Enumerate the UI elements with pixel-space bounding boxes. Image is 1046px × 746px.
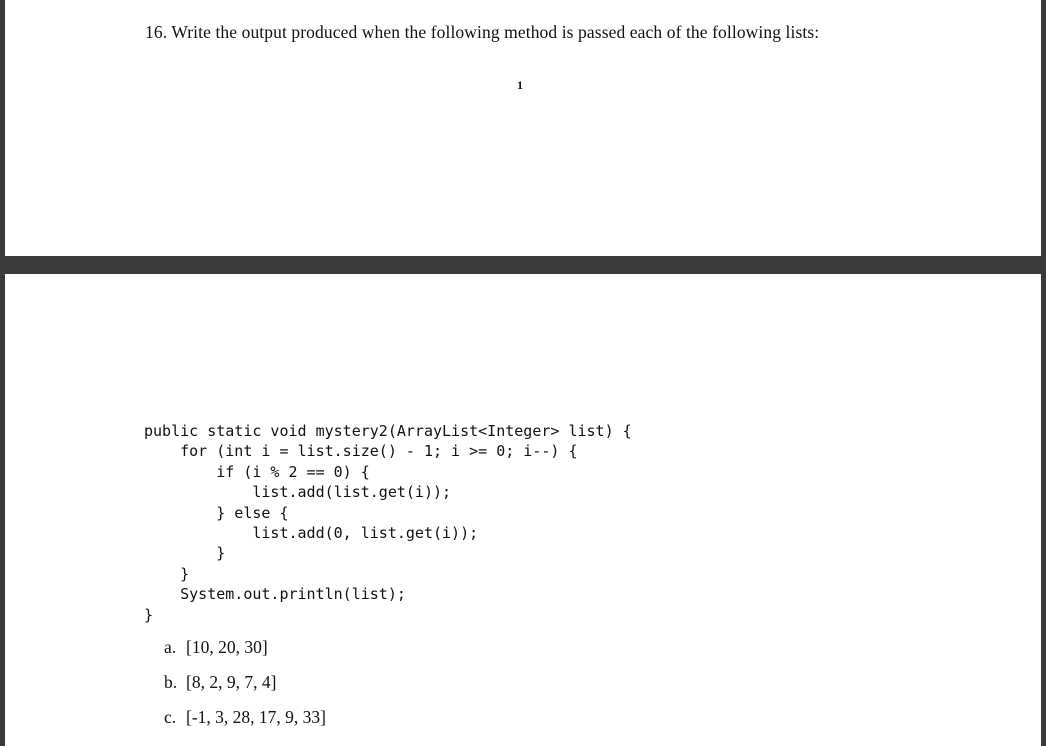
answer-option-b bbox=[164, 671, 326, 706]
page-1 bbox=[5, 0, 1041, 256]
question-text: 16. Write the output produced when the following method is passed each of the following lists: bbox=[145, 22, 820, 42]
code-line: for (int i = list.size() - 1; i >= 0; i--) { bbox=[144, 442, 578, 461]
page-2 bbox=[5, 274, 1041, 746]
code-line: public static void mystery2(ArrayList<Integer> list) { bbox=[144, 422, 632, 440]
option-text: [10, 20, 30] bbox=[186, 637, 268, 657]
code-line: list.add(list.get(i)); bbox=[144, 483, 452, 502]
code-line: } else { bbox=[144, 503, 289, 522]
answer-option-a bbox=[164, 636, 326, 671]
code-line: } bbox=[144, 544, 226, 563]
option-label: b. bbox=[164, 672, 178, 692]
option-text: [8, 2, 9, 7, 4] bbox=[186, 672, 277, 692]
answer-option-c bbox=[164, 706, 326, 741]
option-text: [-1, 3, 28, 17, 9, 33] bbox=[186, 707, 326, 727]
code-line: } bbox=[144, 605, 154, 624]
code-line: System.out.println(list); bbox=[144, 585, 406, 604]
option-label: a. bbox=[164, 637, 177, 657]
option-label: c. bbox=[164, 707, 177, 727]
code-block bbox=[144, 421, 632, 625]
page-number: 1 bbox=[517, 78, 523, 92]
code-line: if (i % 2 == 0) { bbox=[144, 462, 370, 481]
answer-list bbox=[164, 636, 326, 741]
code-line: list.add(0, list.get(i)); bbox=[144, 523, 479, 542]
code-line: } bbox=[144, 564, 190, 583]
